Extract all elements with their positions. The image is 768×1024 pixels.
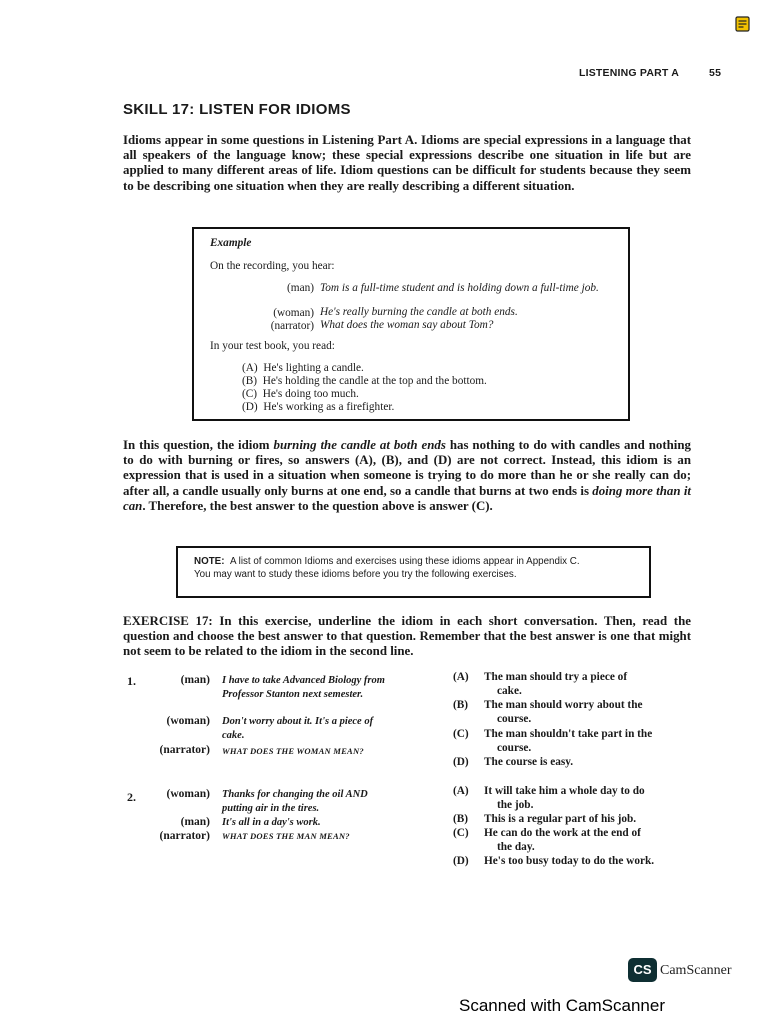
- note-line: A list of common Idioms and exercises using these idioms appear in Appendix C.: [229, 556, 580, 567]
- camscanner-logo: CS: [628, 958, 657, 982]
- example-box: [192, 227, 630, 421]
- speech-line: I have to take Advanced Biology from Professor Stanton next semester.: [222, 675, 385, 700]
- speech-line: Thanks for changing the oil AND putting air in the tires.: [222, 789, 368, 814]
- hear-label: On the recording, you hear:: [210, 260, 335, 272]
- example-choice: (D) He's working as a firefighter.: [242, 401, 395, 413]
- speaker-label: (man): [180, 674, 210, 686]
- answer-option[interactable]: (C) The man shouldn't take part in the course.: [453, 728, 653, 754]
- speech-line: WHAT DOES THE WOMAN MEAN?: [222, 746, 364, 756]
- speech-line: WHAT DOES THE MAN MEAN?: [222, 831, 350, 841]
- example-title: Example: [210, 237, 252, 249]
- speaker-label: (woman): [166, 715, 210, 727]
- answer-option[interactable]: (D) The course is easy.: [453, 756, 574, 768]
- speaker-label: (man): [180, 816, 210, 828]
- intro-paragraph: Idioms appear in some questions in Listening Part A. Idioms are special expressions in a language that all speakers of the language know; these special expressions describe one situation in life but are applied to many different areas of life. Idiom questions can be difficult for students because they seem to be describing one situation when they are really describing a different situation.: [123, 133, 691, 193]
- speaker-label: (narrator): [159, 830, 210, 842]
- speaker-label: (narrator): [270, 320, 314, 332]
- note-icon[interactable]: [735, 16, 751, 32]
- question-number: 2.: [127, 790, 136, 804]
- example-choice: (C) He's doing too much.: [242, 388, 359, 400]
- speaker-label: (narrator): [159, 744, 210, 756]
- speaker-label: (woman): [273, 307, 314, 319]
- skill-title: SKILL 17: LISTEN FOR IDIOMS: [123, 101, 351, 118]
- answer-option[interactable]: (B) This is a regular part of his job.: [453, 813, 637, 825]
- running-head: [579, 67, 721, 79]
- answer-option[interactable]: (A) The man should try a piece of cake.: [453, 671, 628, 697]
- explanation-paragraph: In this question, the idiom burning the candle at both ends has nothing to do with candles and nothing to do with burning or fires, so answers (A), (B), and (D) are not correct. Instead, this idiom is an expression that is used in a situation when someone is trying to do more than he or she really can do; after all, a candle usually only burns at one end, so a candle that burns at two ends is doing more than it can. Therefore, the best answer to the question above is answer (C).: [123, 438, 692, 513]
- scanned-footer: Scanned with CamScanner: [459, 996, 666, 1015]
- exercise-instructions: EXERCISE 17: In this exercise, underline the idiom in each short conversation. Then, read the question and choose the best answer to that question. Remember that the best answer is one that might not seem to be related to the idiom in the second line.: [123, 614, 691, 659]
- idiom-phrase: burning the candle at both ends: [273, 438, 446, 452]
- idiom-meaning: doing more than it can: [123, 483, 692, 513]
- note-label: NOTE:: [194, 556, 225, 567]
- speech-line: It's all in a day's work.: [222, 817, 321, 828]
- speech-line: Tom is a full-time student and is holding down a full-time job.: [320, 282, 599, 294]
- speaker-label: (man): [287, 282, 314, 294]
- section-title: LISTENING PART A: [579, 67, 680, 79]
- example-choice: (A) He's lighting a candle.: [242, 362, 364, 374]
- speech-line: He's really burning the candle at both ends.: [320, 306, 518, 318]
- answer-option[interactable]: (A) It will take him a whole day to do the job.: [453, 785, 645, 811]
- page-number: 55: [709, 67, 722, 79]
- read-label: In your test book, you read:: [210, 340, 335, 352]
- question-number: 1.: [127, 674, 136, 688]
- note-line: You may want to study these idioms before you try the following exercises.: [194, 569, 517, 580]
- exercise-label: EXERCISE 17:: [123, 614, 213, 628]
- answer-option[interactable]: (B) The man should worry about the course.: [453, 699, 643, 725]
- speaker-label: (woman): [166, 788, 210, 800]
- speech-line: Don't worry about it. It's a piece of cake.: [222, 716, 374, 741]
- camscanner-brand: CamScanner: [660, 963, 732, 978]
- answer-option[interactable]: (D) He's too busy today to do the work.: [453, 855, 655, 867]
- speech-line: What does the woman say about Tom?: [320, 319, 494, 331]
- note-box: [176, 546, 651, 598]
- example-choice: (B) He's holding the candle at the top and the bottom.: [242, 375, 487, 387]
- answer-option[interactable]: (C) He can do the work at the end of the day.: [453, 827, 641, 853]
